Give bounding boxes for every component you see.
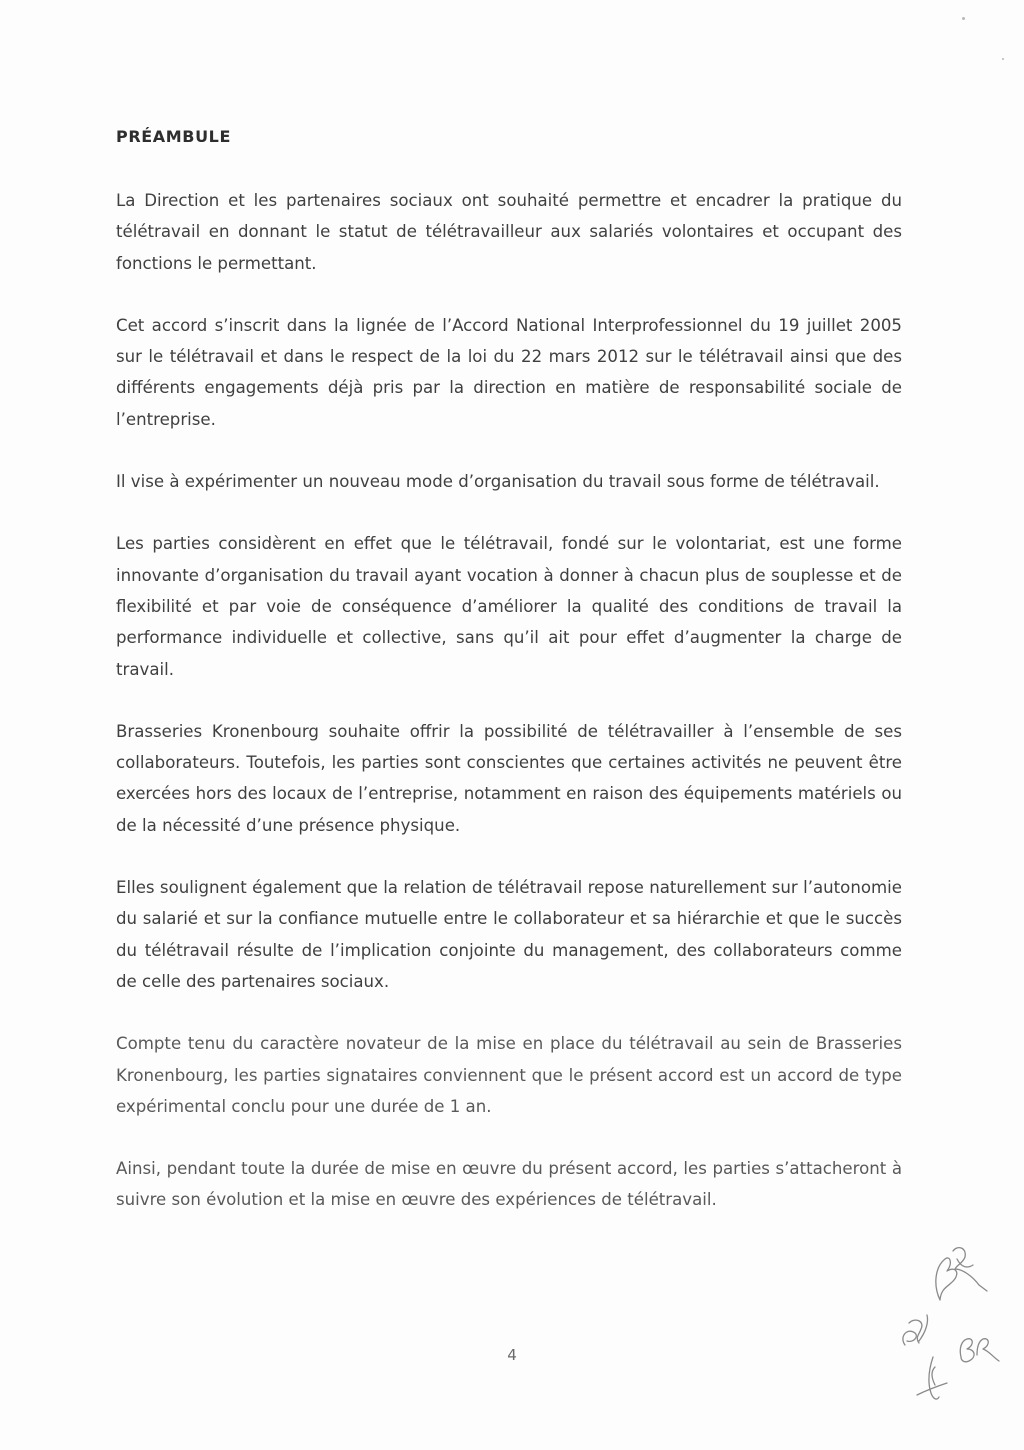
section-title: PRÉAMBULE xyxy=(116,127,231,146)
paragraph-3: Il vise à expérimenter un nouveau mode d’organisation du travail sous forme de télétravail. xyxy=(116,472,880,492)
paragraph-8: Ainsi, pendant toute la durée de mise en œuvre du présent accord, les parties s’attacheront à suivre son évolution et la mise en œuvre des expériences de télétravail. xyxy=(116,1159,902,1210)
handwritten-initials xyxy=(895,1245,1005,1415)
paragraph-6: Elles soulignent également que la relation de télétravail repose naturellement sur l’autonomie du salarié et sur la confiance mutuelle entre le collaborateur et sa hiérarchie et que le succès du télétravail résulte de l’implication conjointe du management, des collaborateurs comme de celle des partenaires sociaux. xyxy=(116,878,902,991)
document-body xyxy=(116,124,902,1247)
scan-speck xyxy=(1002,58,1004,60)
paragraph-2: Cet accord s’inscrit dans la lignée de l’Accord National Interprofessionnel du 19 juillet 2005 sur le télétravail et dans le respect de la loi du 22 mars 2012 sur le télétravail ainsi que des différents engagements déjà pris par la direction en matière de responsabilité sociale de l’entreprise. xyxy=(116,315,902,429)
paragraph-7: Compte tenu du caractère novateur de la mise en place du télétravail au sein de Brasseries Kronenbourg, les parties signataires conviennent que le présent accord est un accord de type expérimental conclu pour une durée de 1 an. xyxy=(116,1034,902,1116)
scan-speck xyxy=(962,17,965,20)
paragraph-5: Brasseries Kronenbourg souhaite offrir la possibilité de télétravailler à l’ensemble de ses collaborateurs. Toutefois, les parties sont conscientes que certaines activités ne peuvent être exercées hors des locaux de l’entreprise, notamment en raison des équipements matériels ou de la nécessité d’une présence physique. xyxy=(116,721,902,835)
paragraph-1: La Direction et les partenaires sociaux ont souhaité permettre et encadrer la pratique du télétravail en donnant le statut de télétravailleur aux salariés volontaires et occupant des fonctions le permettant. xyxy=(116,191,902,273)
page-number: 4 xyxy=(507,1346,517,1364)
paragraph-4: Les parties considèrent en effet que le télétravail, fondé sur le volontariat, est une forme innovante d’organisation du travail ayant vocation à donner à chacun plus de souplesse et de flexibilité et par voie de conséquence d’améliorer la qualité des conditions de travail la performance individuelle et collective, sans qu’il ait pour effet d’augmenter la charge de travail. xyxy=(116,534,902,679)
